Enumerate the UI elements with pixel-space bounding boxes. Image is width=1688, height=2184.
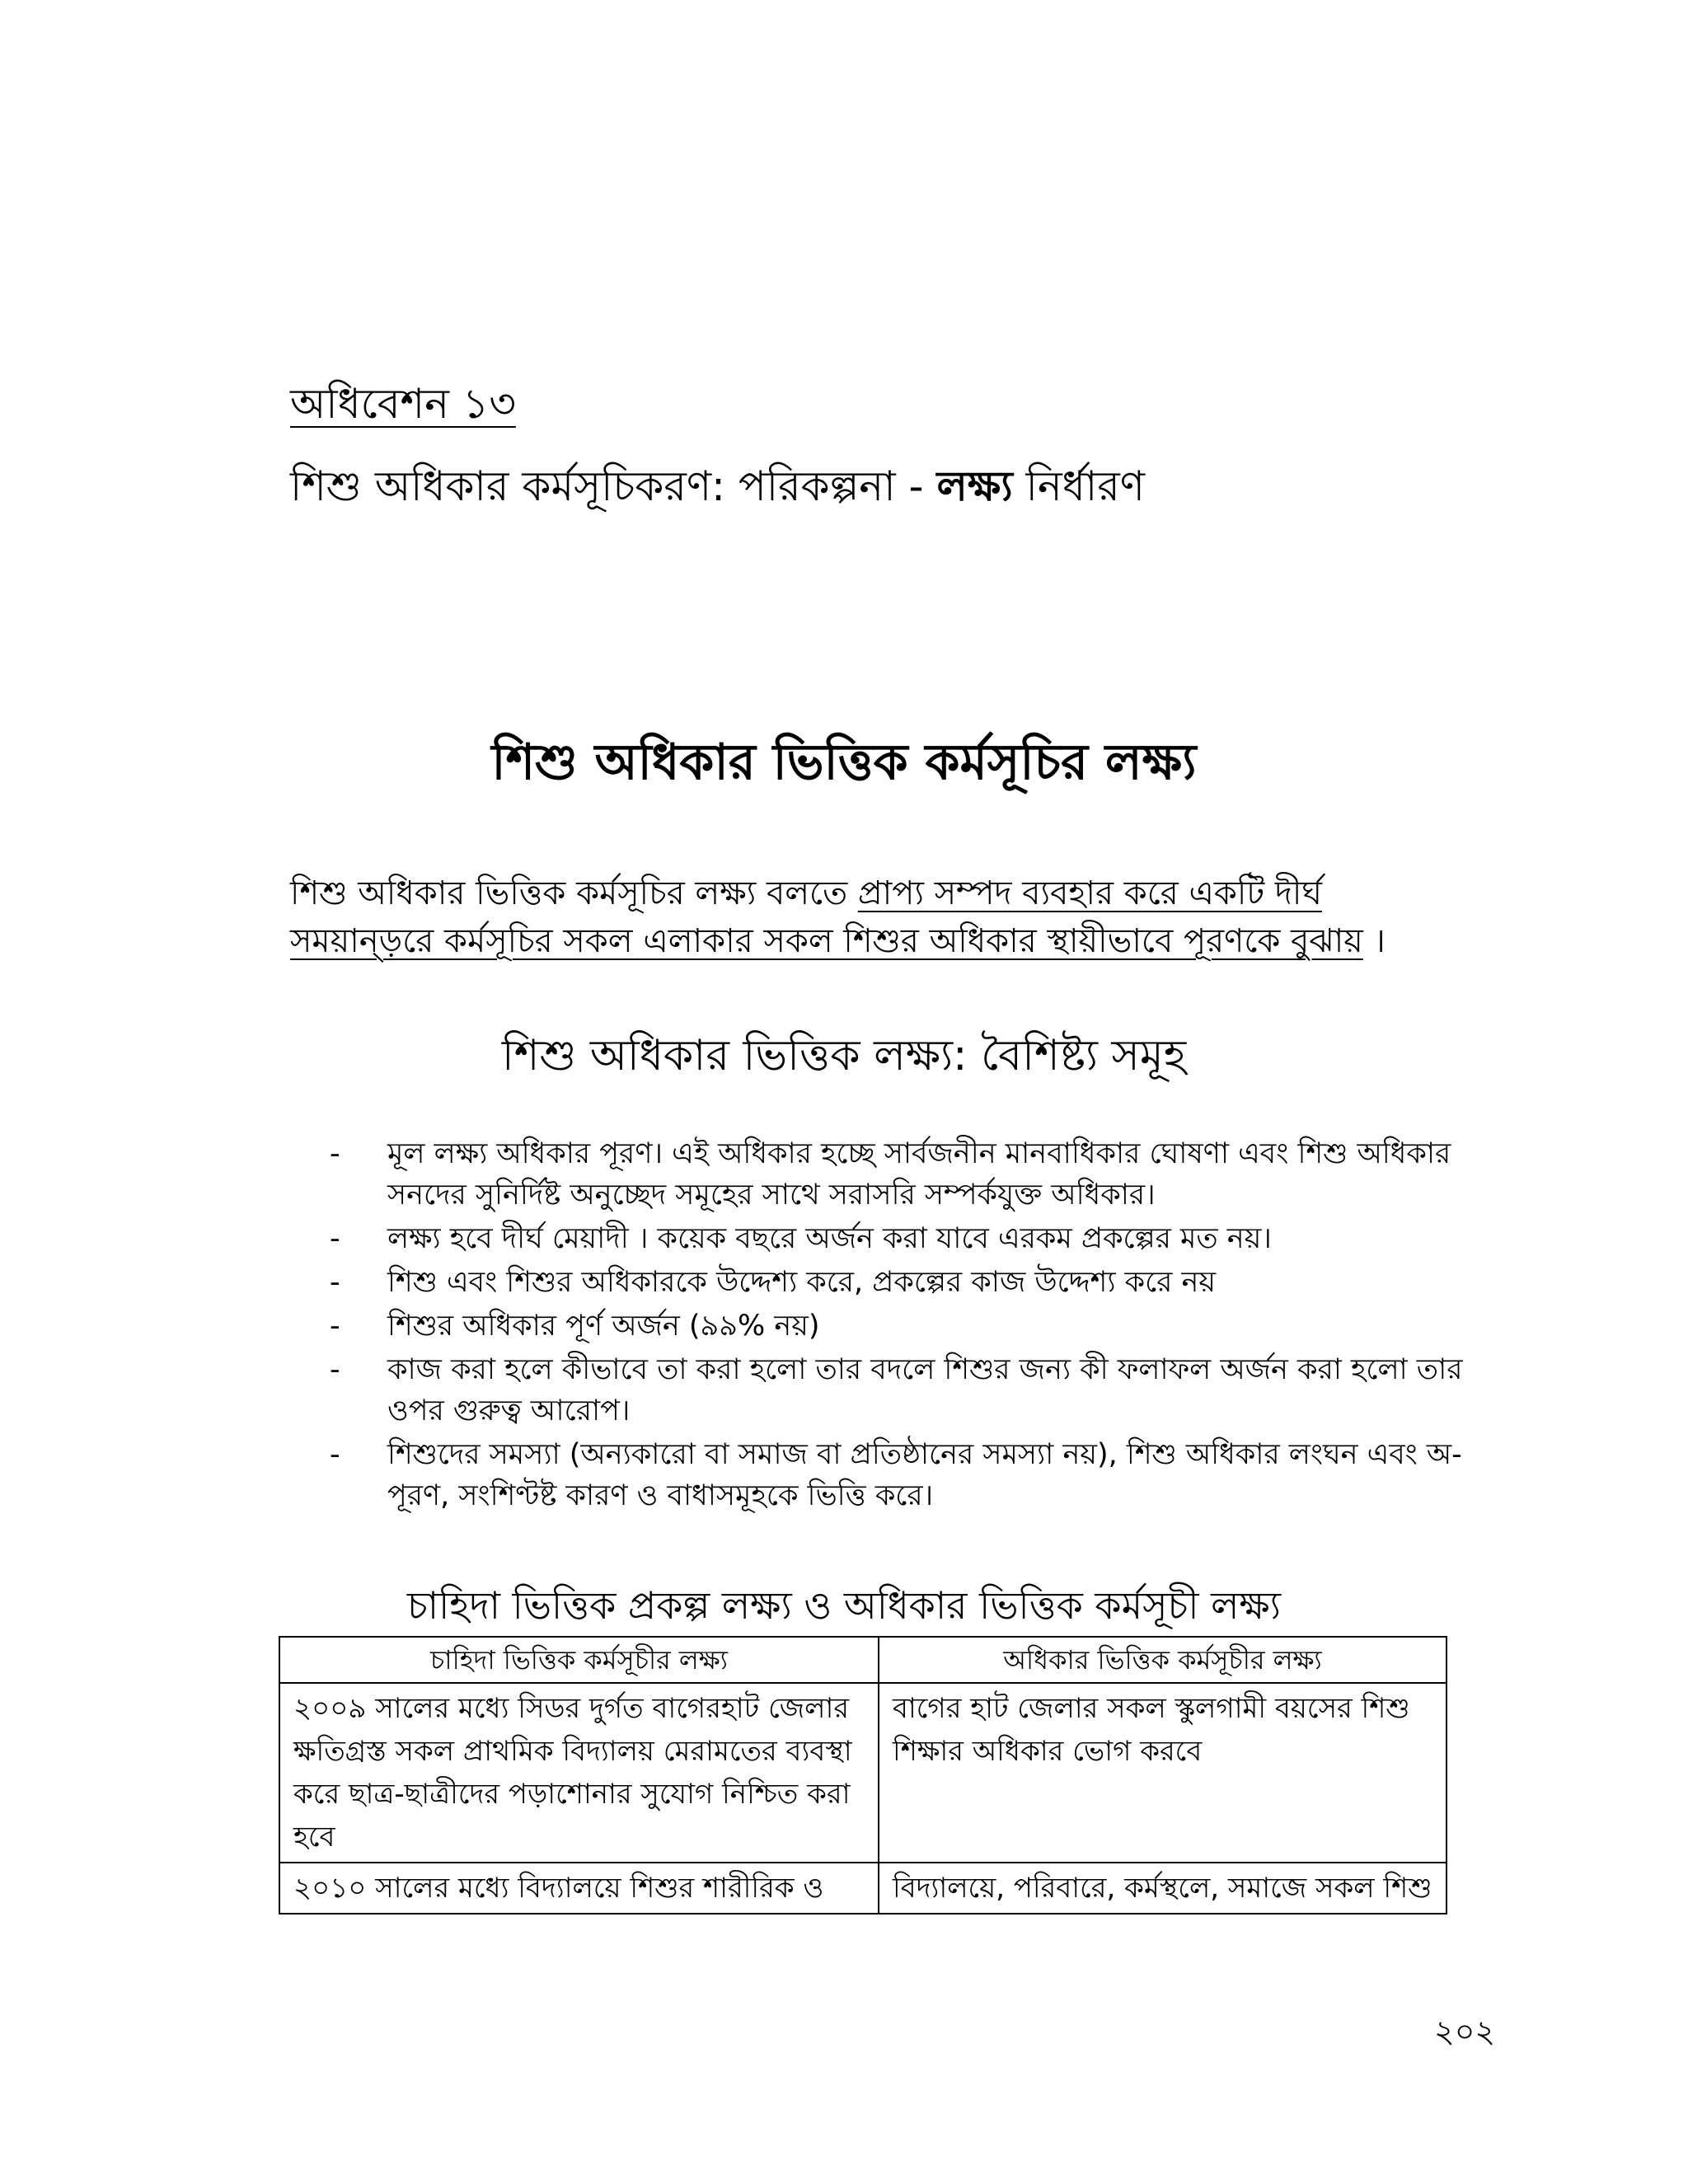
definition-underlined-2: সময়ান্ড়রে কর্মসূচির সকল এলাকার সকল শিশুর অধিকার স্থায়ীভাবে পূরণকে বুঝায় (290, 922, 1363, 960)
definition-paragraph (290, 869, 1485, 965)
table-cell: বাগের হাট জেলার সকল স্কুলগামী বয়সের শিশু শিক্ষার অধিকার ভোগ করবে (879, 1683, 1447, 1863)
session-title-bold: লক্ষ্য (936, 462, 1013, 510)
session-title-prefix: শিশু অধিকার কর্মসূচিকরণ: পরিকল্পনা - (290, 462, 937, 510)
dash-marker: - (330, 1438, 340, 1471)
dash-marker: - (330, 1137, 340, 1170)
list-item (330, 1305, 1500, 1347)
dash-marker: - (330, 1353, 340, 1386)
list-item (330, 1262, 1500, 1303)
column-header-rights-based: অধিকার ভিত্তিক কর্মসূচীর লক্ষ্য (879, 1637, 1447, 1683)
definition-plain-start: শিশু অধিকার ভিত্তিক কর্মসূচির লক্ষ্য বলতে (290, 874, 858, 912)
table-cell: বিদ্যালয়ে, পরিবারে, কর্মস্থলে, সমাজে সকল শিশু (879, 1863, 1447, 1914)
session-title (290, 457, 1145, 515)
table-row (279, 1683, 1447, 1863)
table-row (279, 1863, 1447, 1914)
session-label: অধিবেশন ১৩ (290, 380, 516, 428)
list-item-text: লক্ষ্য হবে দীর্ঘ মেয়াদী । কয়েক বছরে অর্জন করা যাবে এরকম প্রকল্পের মত নয়। (387, 1222, 1272, 1255)
list-item (330, 1434, 1500, 1516)
session-title-suffix: নির্ধারণ (1012, 462, 1146, 510)
list-item (330, 1349, 1500, 1432)
comparison-heading: চাহিদা ভিত্তিক প্রকল্প লক্ষ্য ও অধিকার ভিত্তিক কর্মসূচী লক্ষ্য (406, 1583, 1281, 1628)
features-heading: শিশু অধিকার ভিত্তিক লক্ষ্য: বৈশিষ্ট্য সমূহ (501, 1031, 1187, 1080)
page-number: ২০২ (1434, 2013, 1496, 2050)
definition-underlined-1: প্রাপ্য সম্পদ ব্যবহার করে একটি দীর্ঘ (857, 874, 1323, 912)
list-item-text: কাজ করা হলে কীভাবে তা করা হলো তার বদলে শিশুর জন্য কী ফলাফল অর্জন করা হলো তার ওপর গুরুত্ব আরোপ। (387, 1353, 1463, 1427)
table-header-row (279, 1637, 1447, 1683)
list-item-text: শিশু এবং শিশুর অধিকারকে উদ্দেশ্য করে, প্রকল্পের কাজ উদ্দেশ্য করে নয় (387, 1266, 1217, 1299)
dash-marker: - (330, 1310, 340, 1343)
dash-marker: - (330, 1222, 340, 1255)
list-item (330, 1133, 1500, 1216)
table-cell: ২০১০ সালের মধ্যে বিদ্যালয়ে শিশুর শারীরিক ও (279, 1863, 879, 1914)
list-item (330, 1218, 1500, 1259)
definition-line-2 (290, 917, 1485, 965)
list-item-text: শিশুদের সমস্যা (অন্যকারো বা সমাজ বা প্রতিষ্ঠানের সমস্যা নয়), শিশু অধিকার লংঘন এবং অ-পূরণ, সংশিণ্টষ্ট কারণ ও বাধাসমূহকে ভিত্তি করে। (387, 1438, 1462, 1512)
comparison-table (279, 1636, 1447, 1915)
features-list (330, 1133, 1500, 1519)
definition-line-1 (290, 869, 1485, 917)
list-item-text: মূল লক্ষ্য অধিকার পূরণ। এই অধিকার হচ্ছে সার্বজনীন মানবাধিকার ঘোষণা এবং শিশু অধিকার সনদের সুনির্দিষ্ট অনুচ্ছেদ সমূহের সাথে সরাসরি সম্পর্কযুক্ত অধিকার। (387, 1137, 1451, 1212)
dash-marker: - (330, 1266, 340, 1299)
main-heading: শিশু অধিকার ভিত্তিক কর্মসূচির লক্ষ্য (491, 733, 1197, 791)
column-header-needs-based: চাহিদা ভিত্তিক কর্মসূচীর লক্ষ্য (279, 1637, 879, 1683)
table-cell: ২০০৯ সালের মধ্যে সিডর দুর্গত বাগেরহাট জেলার ক্ষতিগ্রস্ত সকল প্রাথমিক বিদ্যালয় মেরামতের ব্যবস্থা করে ছাত্র-ছাত্রীদের পড়াশোনার সুযোগ নিশ্চিত করা হবে (279, 1683, 879, 1863)
list-item-text: শিশুর অধিকার পূর্ণ অর্জন (৯৯% নয়) (387, 1310, 820, 1343)
definition-end-mark: । (1362, 922, 1386, 960)
